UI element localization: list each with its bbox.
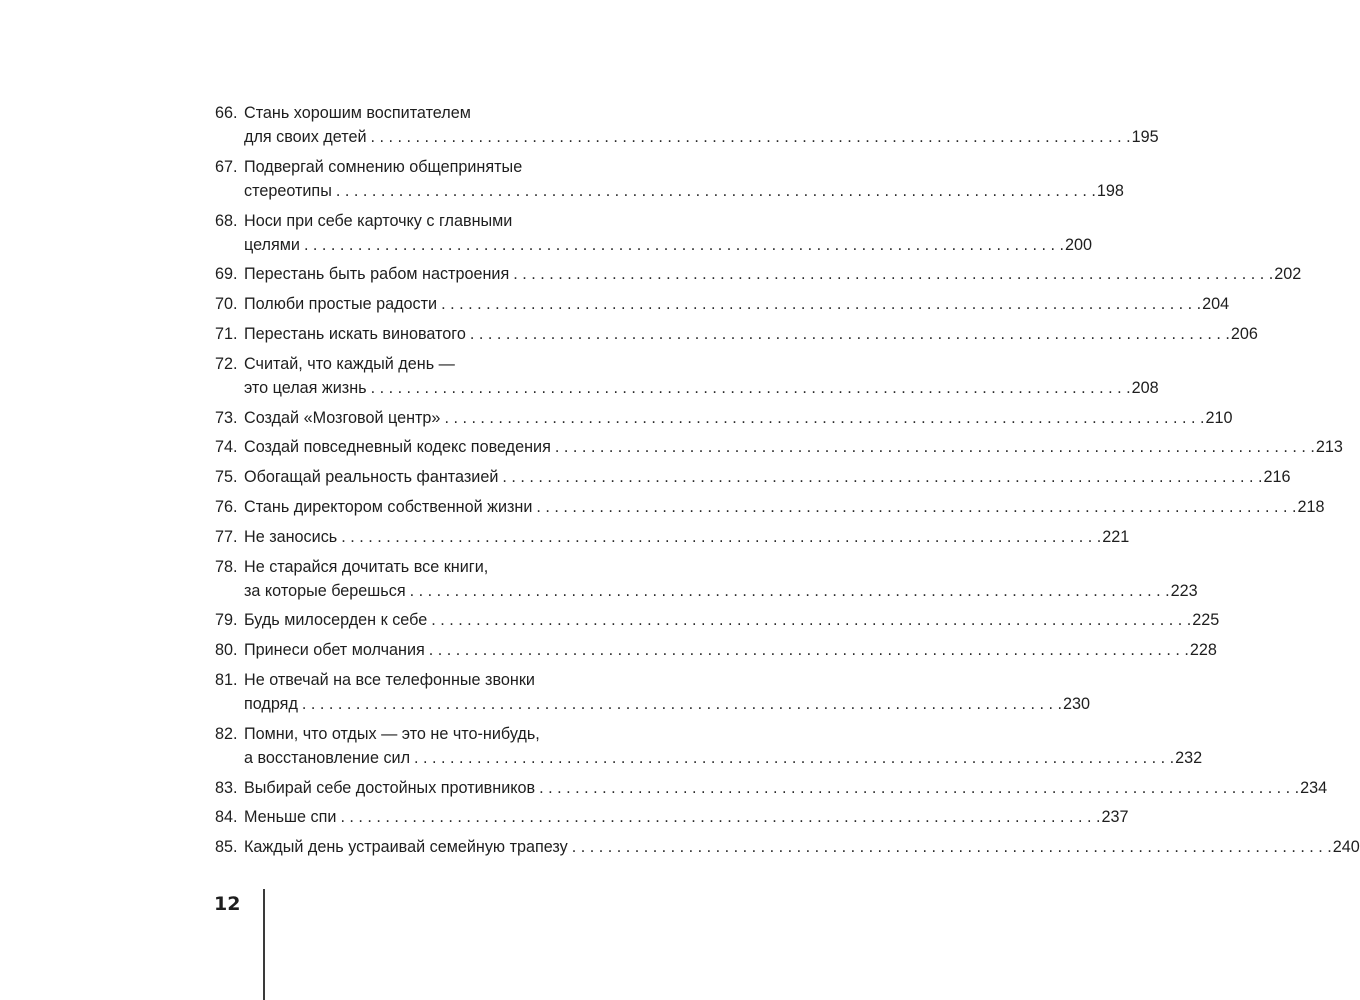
toc-entry-leader-dots: [332, 179, 1096, 203]
toc-entry-title: Создай повседневный кодекс поведения: [244, 438, 551, 457]
toc-entry: [215, 262, 1302, 286]
toc-entry-last-line: [215, 292, 1230, 316]
toc-entry-page: 221: [1102, 527, 1130, 546]
toc-entry-page: 213: [1315, 438, 1343, 457]
toc-entry-last-line: [215, 179, 1124, 203]
toc-entry-title-line1: Помни, что отдых — это не что-нибудь,: [244, 724, 540, 743]
toc-entry-last-line: [215, 579, 1198, 603]
toc-entry: [215, 465, 1291, 489]
toc-entry-leader-dots: [298, 692, 1062, 716]
toc-entry-page: 234: [1300, 778, 1328, 797]
toc-entry-leader-dots: [406, 579, 1170, 603]
toc-entry-leader-dots: [425, 638, 1189, 662]
toc-entry-last-line: [215, 322, 1258, 346]
toc-entry-title: Меньше спи: [244, 808, 337, 827]
toc-entry-leader-dots: [509, 262, 1273, 286]
toc-entry-page: 206: [1230, 324, 1258, 343]
toc-entry-last-line: [215, 835, 1360, 859]
toc-entry-last-line: [215, 638, 1217, 662]
toc-entry-title-line1: Не отвечай на все телефонные звонки: [244, 670, 535, 689]
toc-entry-last-line: [215, 125, 1159, 149]
toc-entry-page: 198: [1096, 181, 1124, 200]
toc-entry-page: 216: [1263, 468, 1291, 487]
toc-entry-page: 208: [1131, 378, 1159, 397]
toc-entry-leader-dots: [568, 835, 1332, 859]
toc-entry-last-line: [215, 233, 1093, 257]
toc-entry: [215, 835, 1360, 859]
toc-entry-number: 78.: [215, 557, 238, 576]
toc-entry-page: 223: [1170, 581, 1198, 600]
toc-entry-title: за которые берешься: [244, 581, 406, 600]
toc-entry-title: Стань директором собственной жизни: [244, 497, 533, 516]
toc-entry-leader-dots: [367, 125, 1131, 149]
toc-entry-title-line1: Не старайся дочитать все книги,: [244, 557, 489, 576]
toc-entry-first-line: [215, 722, 636, 746]
toc-entry-title: Обогащай реальность фантазией: [244, 468, 499, 487]
toc-entry-title: Принеси обет молчания: [244, 641, 425, 660]
toc-entry-first-line: [215, 101, 636, 125]
toc-entry-title: а восстановление сил: [244, 748, 411, 767]
toc-entry-number: 73.: [215, 408, 238, 427]
toc-entry-first-line: [215, 555, 636, 579]
toc-entry-page: 240: [1332, 838, 1360, 857]
toc-entry-number: 77.: [215, 527, 238, 546]
toc-entry-title: Перестань быть рабом настроения: [244, 265, 510, 284]
toc-entry-title: Полюби простые радости: [244, 295, 438, 314]
toc-entry-number: 69.: [215, 265, 238, 284]
toc-entry-page: 195: [1131, 128, 1159, 146]
toc-entry-last-line: [215, 525, 1130, 549]
toc-entry-leader-dots: [466, 322, 1230, 346]
toc-entry-last-line: [215, 495, 1325, 519]
toc-entry-last-line: [215, 435, 1343, 459]
toc-entry-title: подряд: [244, 694, 298, 713]
toc-entry: [215, 668, 1090, 716]
toc-entry-number: 70.: [215, 295, 238, 314]
toc-entry-title: это целая жизнь: [244, 378, 367, 397]
toc-entry-leader-dots: [427, 608, 1191, 632]
toc-entry-leader-dots: [337, 525, 1101, 549]
toc-entry-page: 237: [1101, 808, 1129, 827]
toc-entry-leader-dots: [535, 776, 1299, 800]
toc-entry-number: 80.: [215, 641, 238, 660]
toc-entry: [215, 292, 1230, 316]
toc-entry-leader-dots: [336, 805, 1100, 829]
toc-entry: [215, 101, 1159, 149]
toc-entry: [215, 525, 1130, 549]
toc-entry-title: Будь милосерден к себе: [244, 611, 428, 630]
toc-entry-number: 68.: [215, 211, 238, 230]
toc-entry-number: 85.: [215, 838, 238, 857]
toc-entry-number: 81.: [215, 670, 238, 689]
toc-entry-last-line: [215, 376, 1159, 400]
toc-entry-last-line: [215, 406, 1233, 430]
toc-entry-page: 232: [1175, 748, 1203, 767]
toc-entry-leader-dots: [410, 746, 1174, 770]
toc-entry-page: 230: [1062, 694, 1090, 713]
toc-entry-number: 84.: [215, 808, 238, 827]
toc-entry-first-line: [215, 668, 636, 692]
toc-entry-leader-dots: [440, 406, 1204, 430]
toc-entry-title-line1: Подвергай сомнению общепринятые: [244, 157, 523, 176]
toc-entry-title: Каждый день устраивай семейную трапезу: [244, 838, 568, 857]
toc-entry-first-line: [215, 155, 636, 179]
toc-entry-number: 83.: [215, 778, 238, 797]
toc-entry-page: 200: [1065, 235, 1093, 254]
toc-entry-title: целями: [244, 235, 300, 254]
toc-entry: [215, 495, 1325, 519]
toc-entry-page: 202: [1274, 265, 1302, 284]
toc-entry-number: 71.: [215, 324, 238, 343]
toc-entry-leader-dots: [532, 495, 1296, 519]
toc-entry-page: 225: [1192, 611, 1220, 630]
toc-entry: [215, 722, 1203, 770]
toc-entry-number: 82.: [215, 724, 238, 743]
toc-entry: [215, 209, 1093, 257]
toc-entry-last-line: [215, 692, 1090, 716]
toc-entry-page: 210: [1205, 408, 1233, 427]
toc-entry-leader-dots: [551, 435, 1315, 459]
toc-entry-page: 228: [1189, 641, 1217, 660]
toc-entry-leader-dots: [437, 292, 1201, 316]
toc-entry-last-line: [215, 465, 1291, 489]
toc-entry: [215, 406, 1233, 430]
toc-entry-title: для своих детей: [244, 128, 367, 146]
toc-entry-title: стереотипы: [244, 181, 332, 200]
toc-entry: [215, 352, 1159, 400]
table-of-contents: [215, 101, 1360, 865]
toc-entry-last-line: [215, 262, 1302, 286]
toc-entry-number: 66.: [215, 104, 238, 122]
page-number: 12: [214, 893, 241, 915]
toc-entry: [215, 322, 1258, 346]
toc-entry-title-line1: Носи при себе карточку с главными: [244, 211, 513, 230]
toc-entry-number: 76.: [215, 497, 238, 516]
toc-entry-first-line: [215, 352, 636, 376]
toc-entry-title: Не заносись: [244, 527, 338, 546]
toc-entry-page: 204: [1202, 295, 1230, 314]
toc-entry-number: 74.: [215, 438, 238, 457]
toc-entry-last-line: [215, 608, 1220, 632]
toc-entry-title-line1: Считай, что каждый день —: [244, 354, 455, 373]
toc-entry: [215, 805, 1129, 829]
toc-entry-title-line1: Стань хорошим воспитателем: [244, 104, 471, 122]
footer-divider: [263, 889, 265, 1000]
toc-entry-number: 79.: [215, 611, 238, 630]
toc-entry: [215, 776, 1328, 800]
toc-entry-page: 218: [1297, 497, 1325, 516]
toc-entry: [215, 638, 1217, 662]
toc-entry-title: Перестань искать виноватого: [244, 324, 466, 343]
toc-entry-number: 72.: [215, 354, 238, 373]
toc-entry: [215, 435, 1343, 459]
toc-entry: [215, 555, 1198, 603]
toc-entry-last-line: [215, 805, 1129, 829]
toc-entry-number: 67.: [215, 157, 238, 176]
toc-entry-leader-dots: [498, 465, 1262, 489]
toc-entry-number: 75.: [215, 468, 238, 487]
toc-entry-last-line: [215, 776, 1328, 800]
toc-entry-title: Создай «Мозговой центр»: [244, 408, 441, 427]
toc-entry-leader-dots: [300, 233, 1064, 257]
toc-entry: [215, 608, 1220, 632]
toc-entry-first-line: [215, 209, 636, 233]
toc-entry-leader-dots: [367, 376, 1131, 400]
toc-entry-last-line: [215, 746, 1203, 770]
toc-entry: [215, 155, 1124, 203]
toc-entry-title: Выбирай себе достойных противников: [244, 778, 536, 797]
